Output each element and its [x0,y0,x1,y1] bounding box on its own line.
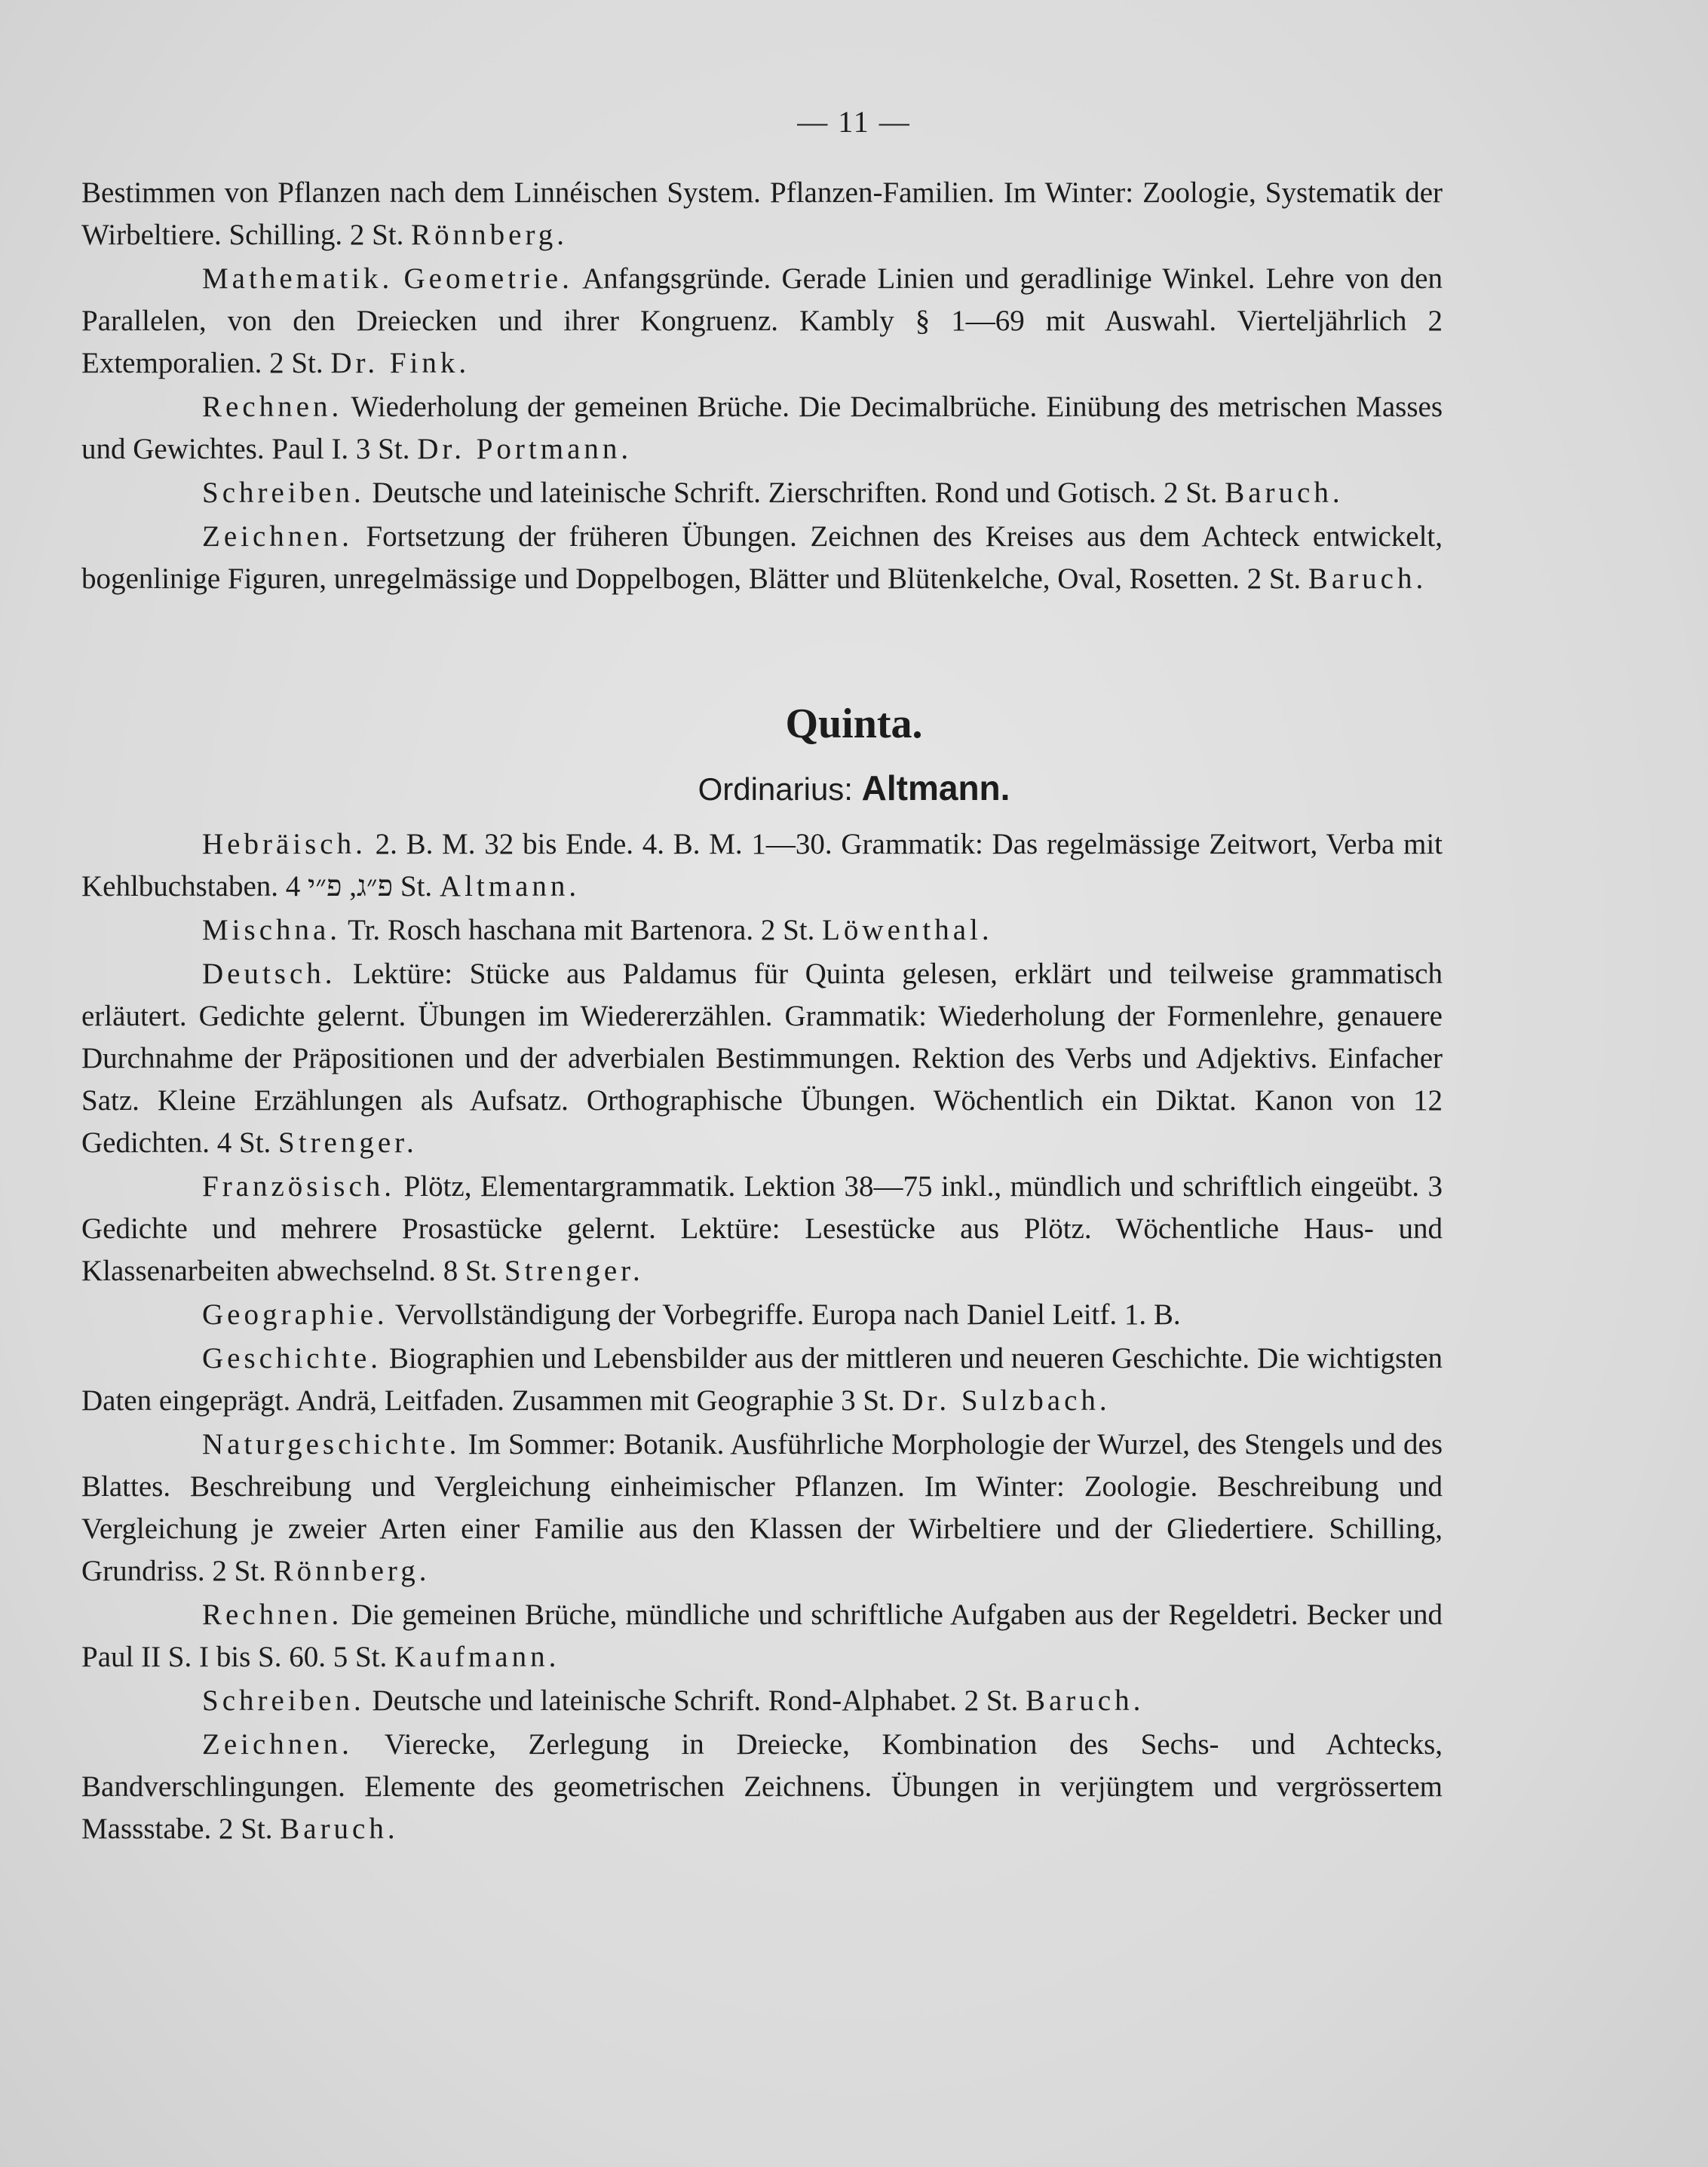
paragraph-text: Im Sommer: Botanik. Ausführliche Morphologie der Wurzel, des Stengels und des Blattes. Beschreibung und Vergleichung einheimischer Pflanzen. Im Winter: Zoologie. Beschreibung und Vergleichung je zweier Arten einer Familie aus den Klassen der Wirbeltiere und der Gliedertiere. Schilling, Grundriss. 2 St. [81,1428,1443,1587]
ordinarius-line [0,768,1708,808]
continued-curriculum-block [81,172,1443,602]
paragraph-geschichte [81,1338,1443,1422]
teacher-name: Dr. Portmann. [417,433,633,465]
subject-heading: Mischna. [202,914,342,946]
paragraph-mischna [81,909,1443,952]
subject-heading: Geschichte. [202,1342,382,1375]
subject-heading: Deutsch. [202,958,336,990]
teacher-name: Altmann. [439,870,581,903]
paragraph-text: Anfangsgründe. Gerade Linien und geradlinige Winkel. Lehre von den Parallelen, von den Dreiecken und ihrer Kongruenz. Kambly § 1—69 mit Auswahl. Vierteljährlich 2 Extemporalien. 2 St. [81,262,1443,379]
subject-heading: Schreiben. [202,477,365,509]
subject-heading: Zeichnen. [202,1728,353,1761]
teacher-name: Kaufmann. [394,1641,560,1673]
subject-heading: Mathematik. [202,262,394,295]
ordinarius-name: Altmann. [861,768,1010,808]
paragraph-text: Die gemeinen Brüche, mündliche und schriftliche Aufgaben aus der Regeldetri. Becker und Paul II S. I bis S. 60. 5 St. [81,1598,1443,1673]
teacher-name: Rönnberg. [411,219,568,251]
teacher-name: Dr. Fink. [330,347,471,379]
paragraph-hebraeisch [81,823,1443,908]
teacher-name: Rönnberg. [273,1555,431,1587]
subject-heading: Geographie. [202,1298,388,1331]
paragraph-text: Biographien und Lebensbilder aus der mittleren und neueren Geschichte. Die wichtigsten Daten eingeprägt. Andrä, Leitfaden. Zusammen mit Geographie 3 St. [81,1342,1443,1417]
paragraph-zeichnen [81,516,1443,600]
paragraph-geographie [81,1294,1443,1336]
paragraph-text: Lektüre: Stücke aus Paldamus für Quinta gelesen, erklärt und teilweise grammatisch erläutert. Gedichte gelernt. Übungen im Wiedererzählen. Grammatik: Wiederholung der Formenlehre, genauere Durchnahme der Präpositionen und der adverbialen Bestimmungen. Rektion des Verbs und Adjektivs. Einfacher Satz. Kleine Erzählungen als Aufsatz. Orthographische Übungen. Wöchentlich ein Diktat. Kanon von 12 Gedichten. 4 St. [81,958,1443,1159]
subject-heading: Rechnen. [202,1598,343,1631]
paragraph-text: Fortsetzung der früheren Übungen. Zeichnen des Kreises aus dem Achteck entwickelt, bogenlinige Figuren, unregelmässige und Doppelbogen, Blätter und Blütenkelche, Oval, Rosetten. 2 St. [81,520,1443,595]
quinta-curriculum-block [81,823,1443,1852]
subject-subheading: Geometrie. [403,262,573,295]
teacher-name: Strenger. [504,1255,644,1287]
teacher-name: Dr. Sulzbach. [902,1384,1111,1417]
teacher-name: Löwenthal. [822,914,993,946]
paragraph-text: Bestimmen von Pflanzen nach dem Linnéischen System. Pflanzen-Familien. Im Winter: Zoologie, Systematik der Wirbeltiere. Schilling. 2 St. [81,176,1443,251]
page-number: — 11 — [797,105,911,139]
teacher-name: Baruch. [1225,477,1344,509]
subject-heading: Rechnen. [202,391,343,423]
paragraph-text: Vierecke, Zerlegung in Dreiecke, Kombination des Sechs- und Achtecks, Bandverschlingungen. Elemente des geometrischen Zeichnens. Übungen in verjüngtem und vergrössertem Massstabe. 2 St. [81,1728,1443,1845]
paragraph-text: Vervollständigung der Vorbegriffe. Europa nach Daniel Leitf. 1. B. [394,1298,1181,1331]
paragraph-franzoesisch [81,1166,1443,1292]
paragraph-rechnen [81,1594,1443,1678]
paragraph-text: Plötz, Elementargrammatik. Lektion 38—75 inkl., mündlich und schriftlich eingeübt. 3 Gedichte und mehrere Prosastücke gelernt. Lektüre: Lesestücke aus Plötz. Wöchentliche Haus- und Klassenarbeiten abwechselnd. 8 St. [81,1170,1443,1287]
paragraph-text: Wiederholung der gemeinen Brüche. Die Decimalbrüche. Einübung des metrischen Masses und Gewichtes. Paul I. 3 St. [81,391,1443,465]
paragraph-naturgeschichte-continued [81,172,1443,256]
teacher-name: Strenger. [278,1126,418,1159]
section-title: Quinta. [785,700,923,747]
teacher-name: Baruch. [1308,562,1427,595]
ordinarius-label: Ordinarius: [698,771,853,807]
paragraph-zeichnen [81,1724,1443,1850]
subject-heading: Hebräisch. [202,828,366,860]
paragraph-deutsch [81,953,1443,1164]
subject-heading: Schreiben. [202,1684,365,1717]
paragraph-mathematik [81,258,1443,385]
teacher-name: Baruch. [280,1813,399,1845]
paragraph-rechnen [81,386,1443,470]
paragraph-naturgeschichte [81,1424,1443,1592]
paragraph-text: Deutsche und lateinische Schrift. Rond-Alphabet. 2 St. [372,1684,1019,1717]
paragraph-schreiben [81,472,1443,514]
paragraph-text: Deutsche und lateinische Schrift. Zierschriften. Rond und Gotisch. 2 St. [372,477,1218,509]
paragraph-text: 2. B. M. 32 bis Ende. 4. B. M. 1—30. Grammatik: Das regelmässige Zeitwort, Verba mit Kehlbuchstaben. פ״ג, פ״י 4 St. [81,828,1443,903]
paragraph-schreiben [81,1680,1443,1722]
subject-heading: Naturgeschichte. [202,1428,461,1461]
teacher-name: Baruch. [1025,1684,1145,1717]
subject-heading: Französisch. [202,1170,396,1203]
paragraph-text: Tr. Rosch haschana mit Bartenora. 2 St. [348,914,815,946]
subject-heading: Zeichnen. [202,520,353,553]
